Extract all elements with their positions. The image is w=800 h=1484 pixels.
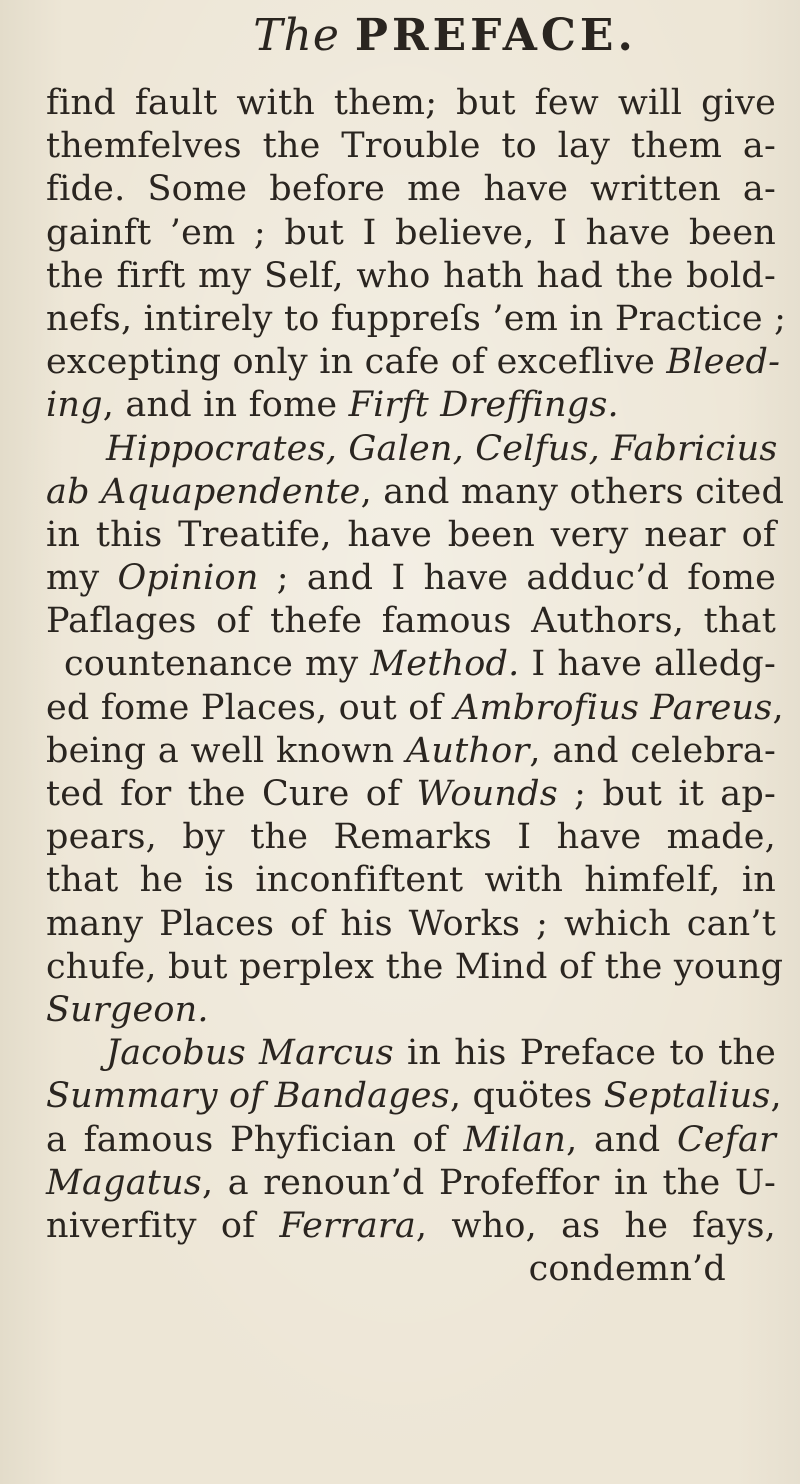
text-line [46, 1075, 782, 1118]
text-segment: Wounds [416, 774, 558, 814]
text-line [46, 1205, 776, 1248]
text-segment: gainft ’em ; but I believe, I have been [46, 212, 776, 253]
text-segment: ; and I have adduc’d fome [258, 558, 777, 599]
text-line [46, 643, 776, 686]
body-text [46, 82, 787, 1291]
text-segment: fide. Some before me have written a- [46, 169, 776, 210]
text-segment: Method. [370, 644, 520, 685]
text-segment: ed fome Places, out of [46, 687, 454, 728]
text-segment: that he is inconfiftent with himfelf, in [46, 860, 776, 901]
text-line [46, 946, 784, 989]
header-title: PREFACE. [354, 10, 637, 61]
text-segment: , who, as he fays, [415, 1205, 776, 1246]
text-segment: a famous Phyfician of [46, 1119, 464, 1160]
text-line [46, 82, 776, 125]
text-segment: my [46, 558, 118, 599]
text-line [46, 212, 776, 255]
text-segment: , and in fome [102, 385, 349, 426]
text-segment: ing [46, 385, 103, 426]
text-segment: Jacobus Marcus [106, 1033, 394, 1074]
text-segment: ab Aquapendente [46, 471, 361, 512]
text-line [46, 557, 776, 600]
text-segment: Ferrara [279, 1205, 416, 1246]
text-line [46, 298, 787, 341]
text-segment: find fault with them; but few will give [46, 83, 776, 123]
text-segment: countenance my [64, 644, 371, 685]
header-article: The [253, 10, 340, 61]
text-segment: Ambrofius Pareus [454, 687, 773, 728]
text-segment: themfelves the Trouble to lay them a- [46, 126, 776, 167]
text-segment: Septalius [603, 1076, 771, 1117]
text-segment: condemn’d [528, 1249, 726, 1290]
text-segment: , [772, 687, 784, 728]
text-line [46, 773, 776, 816]
text-line [46, 255, 776, 298]
text-segment: niverfity of [46, 1205, 280, 1246]
text-line [46, 428, 776, 471]
text-segment: I have alledg- [519, 644, 777, 685]
text-segment: in his Preface to the [393, 1033, 776, 1074]
text-segment: Magatus [46, 1162, 202, 1203]
text-segment: Cefar [676, 1119, 776, 1160]
text-segment: ted for the Cure of [46, 774, 417, 814]
text-line [46, 168, 776, 211]
text-line [46, 514, 776, 557]
text-segment: chufe, but perplex the Mind of the young [46, 946, 784, 987]
text-segment: excepting only in cafe of exceflive [46, 342, 667, 383]
text-line [46, 125, 776, 168]
text-segment: , quötes [449, 1076, 604, 1117]
running-header [0, 8, 800, 64]
text-segment: Paflages of thefe famous Authors, that [46, 601, 776, 642]
text-segment: ; but it ap- [557, 774, 776, 814]
text-segment: pears, by the Remarks I have made, [46, 817, 776, 858]
text-line [46, 1248, 776, 1291]
text-segment: Bleed- [666, 342, 781, 383]
text-segment: Surgeon. [46, 989, 209, 1030]
text-segment: , and celebra- [529, 730, 776, 771]
text-line [46, 471, 785, 514]
text-line [46, 1162, 776, 1205]
text-line [46, 859, 776, 902]
text-line [46, 600, 776, 643]
text-line [46, 989, 776, 1032]
text-segment: Summary of Bandages [46, 1076, 450, 1117]
text-line [46, 1119, 776, 1162]
text-segment: , a renoun’d Profeffor in the U- [201, 1162, 776, 1203]
text-segment: many Places of his Works ; which can’t [46, 903, 776, 944]
text-line [46, 903, 776, 946]
text-line [46, 816, 776, 859]
text-line [46, 687, 784, 730]
text-segment: nefs, intirely to fuppreſs ’em in Practice ; [46, 298, 787, 339]
text-segment: , [770, 1076, 782, 1117]
text-segment: , and many others cited [360, 471, 785, 512]
text-segment: Opinion [117, 558, 259, 599]
text-segment: being a well known [46, 730, 406, 771]
text-segment: Author [405, 730, 530, 771]
text-line [46, 1032, 776, 1075]
text-segment: Milan [463, 1119, 567, 1160]
text-line [46, 384, 776, 427]
text-segment: Hippocrates, Galen, Celfus, Fabricius [106, 428, 778, 469]
text-line [46, 341, 781, 384]
text-segment: the firft my Self, who hath had the bold- [46, 255, 776, 296]
text-line [46, 730, 776, 773]
text-segment: Firft Dreffings. [348, 385, 619, 426]
text-segment: in this Treatife, have been very near of [46, 514, 776, 555]
text-segment: , and [566, 1119, 677, 1160]
